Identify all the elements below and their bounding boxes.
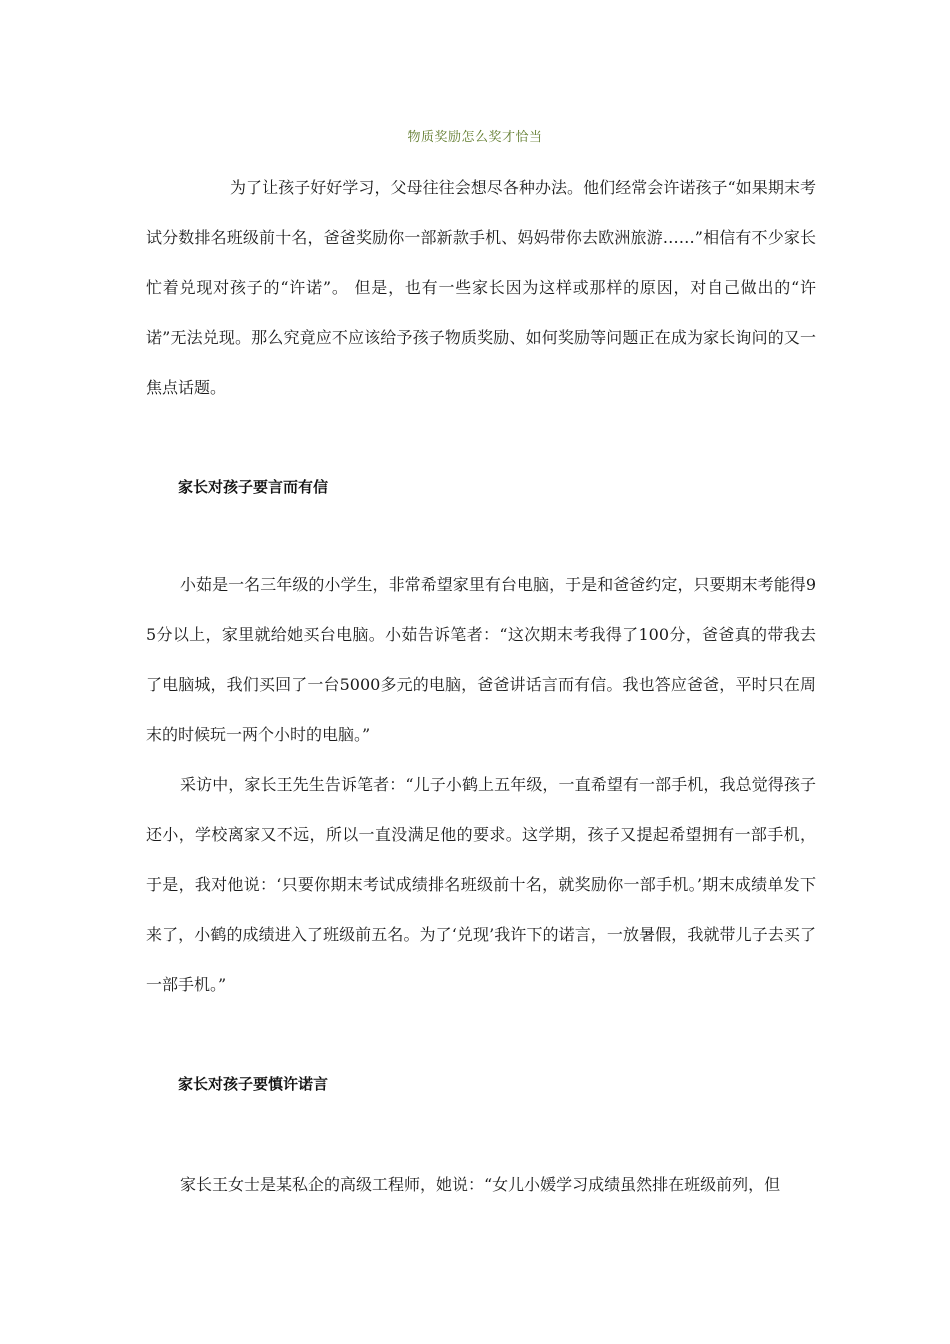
section-heading-careful-promise: 家长对孩子要慎许诺言 [178,1075,329,1093]
section-heading-keep-promise: 家长对孩子要言而有信 [178,478,329,496]
document-title: 物质奖励怎么奖才恰当 [407,130,543,145]
paragraph-xiaoru: 小茹是一名三年级的小学生，非常希望家里有台电脑，于是和爸爸约定，只要期末考能得95分以上，家里就给她买台电脑。小茹告诉笔者：“这次期末考我得了100分，爸爸真的带我去了电脑城，我们买回了一台5000多元的电脑，爸爸讲话言而有信。我也答应爸爸，平时只在周末的时候玩一两个小时的电脑。” [146,575,816,744]
intro-paragraph: 为了让孩子好好学习，父母往往会想尽各种办法。他们经常会许诺孩子“如果期末考试分数排名班级前十名，爸爸奖励你一部新款手机、妈妈带你去欧洲旅游……”相信有不少家长忙着兑现对孩子的“许诺”。 但是，也有一些家长因为这样或那样的原因，对自己做出的“许诺”无法兑现。那么究竟应不应该给予孩子物质奖励、如何奖励等问题正在成为家长询问的又一焦点话题。 [146,178,816,397]
paragraph-ms-wang: 家长王女士是某私企的高级工程师，她说：“女儿小媛学习成绩虽然排在班级前列，但 [180,1175,781,1194]
paragraph-mr-wang: 采访中，家长王先生告诉笔者：“儿子小鹤上五年级，一直希望有一部手机，我总觉得孩子还小，学校离家又不远，所以一直没满足他的要求。这学期，孩子又提起希望拥有一部手机，于是，我对他说：‘只要你期末考试成绩排名班级前十名，就奖励你一部手机。’期末成绩单发下来了，小鹤的成绩进入了班级前五名。为了‘兑现’我许下的诺言，一放暑假，我就带儿子去买了一部手机。” [146,775,816,994]
